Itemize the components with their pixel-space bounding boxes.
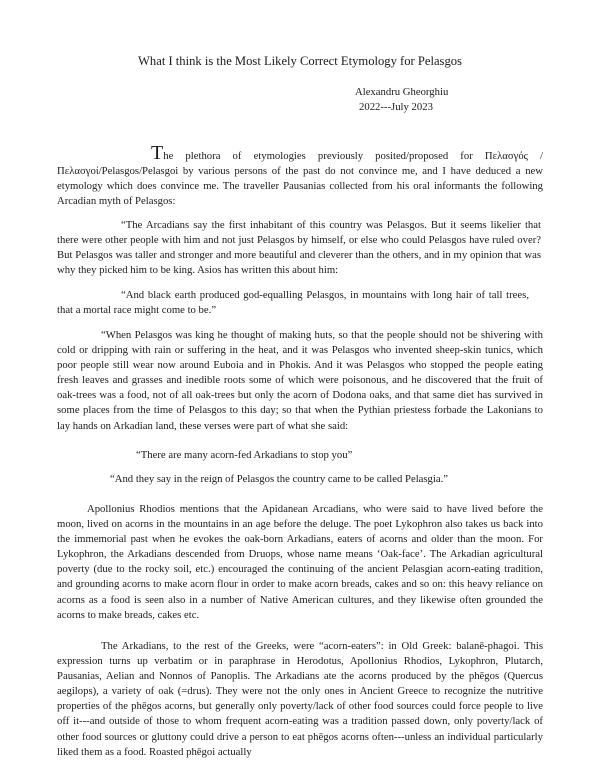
paragraph-apollonius-text: Apollonius Rhodios mentions that the Apidanean Arcadians, who were said to have lived before the moon, lived on acorns in the mountains in an age before the deluge. The poet Lykophron also takes us back into the immemorial past when he evokes the oak-born Arkadians, eaters of acorns and older than the moon. For Lykophron, the Arkadians descended from Druops, whose name means ‘Oak-face’. The Arkadian agricultural poverty (due to the rocky soil, etc.) encouraged the continuing of the ancient Pelasgian acorn-eating tradition, and grounding acorns to make acorn flour in order to make acorn breads, cakes and so on: this heavy reliance on acorns as a food is seen also in a number of Native American cultures, and they likewise often grounded the acorns to make breads, cakes etc. — [57, 503, 543, 621]
quote-pelasgos-king — [57, 328, 543, 434]
quote-acorn-fed — [136, 448, 516, 463]
intro-paragraph — [57, 142, 543, 209]
quote-pelasgos-king-text: “When Pelasgos was king he thought of making huts, so that the people should not be shivering with cold or dripping with rain or suffering in the heat, and it was Pelasgos who invented sheep-skin tunics, which poor people still wear now around Euboia and in Phokis. And it was Pelasgos who stopped the people eating fresh leaves and grasses and inedible roots some of which were poisonous, and he discovered that the fruit of oak-trees was a food, not of all oak-trees but only the acorn of Dodona oaks, and that same diet has survived in some places from the time of Pelasgos to this day; so that when the Pythian priestess forbade the Lakonians to lay hands on Arkadian land, these verses were part of what she said: — [57, 329, 543, 432]
document-title: What I think is the Most Likely Correct Etymology for Pelasgos — [138, 54, 462, 68]
drop-cap: T — [151, 142, 164, 164]
quote-arcadians — [57, 218, 541, 278]
quote-asios — [57, 288, 529, 318]
quote-pelasgia — [110, 472, 530, 487]
author-block — [355, 85, 475, 115]
paragraph-apollonius — [57, 502, 543, 623]
intro-text: he plethora of etymologies previously posited/proposed for Πελασγός /Πελασγοί/Pelasgos/Pelasgoi by various persons of the past do not convince me, and I have deduced a new etymology which does convince me. The traveller Pausanias collected from his oral informants the following Arcadian myth of Pelasgos: — [57, 150, 543, 208]
paragraph-arkadians-text: The Arkadians, to the rest of the Greeks, were “acorn-eaters”: in Old Greek: balanē-phagoi. This expression turns up verbatim or in paraphrase in Herodotus, Apollonius Rhodios, Lykophron, Plutarch, Pausanias, Aelian and Nonnos of Panoplis. The Arkadians ate the acorns produced by the phēgos (Quercus aegilops), a variety of oak (=drus). They were not the only ones in Ancient Greece to recognize the nutritive properties of the phēgos acorns, but generally only poverty/lack of other food sources could force people to live off it---and outside of those to whom frequent acorn-eating was a tradition passed down, only poverty/lack of other food sources or gluttony could drive a person to eat phēgos acorns often---unless an individual particularly liked them as a food. Roasted phēgoi actually — [57, 640, 543, 758]
quote-arcadians-text: “The Arcadians say the first inhabitant of this country was Pelasgos. But it seems likelier that there were other people with him and not just Pelasgos by himself, or else who could Pelasgos have ruled over? But Pelasgos was taller and stronger and more beautiful and cleverer than the others, and in my opinion that was why they picked him to be king. Asios has written this about him: — [57, 219, 541, 277]
quote-pelasgia-text: “And they say in the reign of Pelasgos the country came to be called Pelasgia.” — [110, 473, 449, 485]
quote-acorn-fed-text: “There are many acorn-fed Arkadians to stop you” — [136, 449, 353, 461]
paragraph-arkadians — [57, 639, 543, 760]
quote-asios-text: “And black earth produced god-equalling Pelasgos, in mountains with long hair of tall trees, that a mortal race might come to be.” — [57, 289, 529, 317]
author-name: Alexandru Gheorghiu — [355, 86, 449, 98]
document-dates: 2022---July 2023 — [359, 101, 433, 113]
